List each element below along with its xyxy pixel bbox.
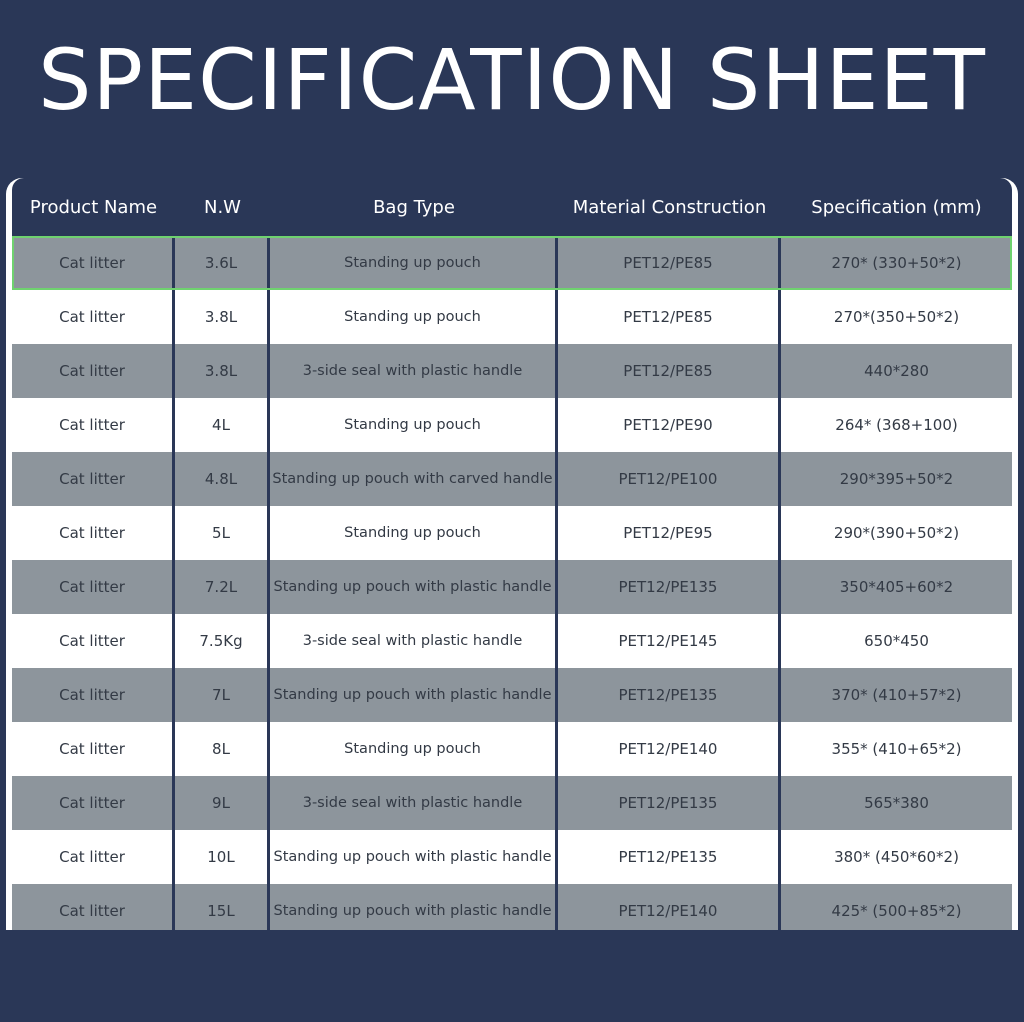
header-net-weight: N.W [204,196,241,218]
cell-bag-type: Standing up pouch [270,398,558,452]
cell-net-weight: 8L [175,722,270,776]
cell-material: PET12/PE135 [558,776,781,830]
cell-product-name: Cat litter [12,668,175,722]
table-row [12,344,1012,398]
cell-bag-type: 3-side seal with plastic handle [270,344,558,398]
cell-material: PET12/PE140 [558,722,781,776]
cell-net-weight: 5L [175,506,270,560]
cell-specification: 350*405+60*2 [839,578,954,596]
cell-bag-type: Standing up pouch with plastic handle [270,668,558,722]
cell-product-name: Cat litter [12,614,175,668]
cell-bag-type: Standing up pouch [270,506,558,560]
cell-net-weight: 9L [175,776,270,830]
cell-bag-type: 3-side seal with plastic handle [270,614,558,668]
cell-specification: 380* (450*60*2) [834,848,959,866]
cell-specification: 440*280 [864,362,929,380]
header-product-name: Product Name [29,196,158,218]
cell-specification: 270*(350+50*2) [833,308,960,326]
header-material-construction: Material Construction [572,196,767,218]
cell-net-weight: 3.6L [175,236,270,290]
cell-bag-type: 3-side seal with plastic handle [270,776,558,830]
cell-material: PET12/PE145 [558,614,781,668]
table-row [12,560,1012,614]
cell-bag-type: Standing up pouch with plastic handle [270,830,558,884]
cell-material: PET12/PE85 [558,344,781,398]
cell-specification: 290*395+50*2 [839,470,954,488]
cell-product-name: Cat litter [12,884,175,930]
cell-material: PET12/PE135 [558,668,781,722]
cell-net-weight: 7.5Kg [175,614,270,668]
cell-net-weight: 7.2L [175,560,270,614]
table-row [12,776,1012,830]
table-row [12,668,1012,722]
cell-bag-type: Standing up pouch [270,290,558,344]
cell-net-weight: 3.8L [175,290,270,344]
cell-material: PET12/PE135 [558,560,781,614]
cell-net-weight: 7L [175,668,270,722]
table-row [12,398,1012,452]
cell-material: PET12/PE85 [558,290,781,344]
cell-product-name: Cat litter [12,398,175,452]
table-row [12,614,1012,668]
cell-material: PET12/PE135 [558,830,781,884]
table-row [12,830,1012,884]
cell-product-name: Cat litter [12,506,175,560]
table-row [12,884,1012,930]
cell-specification: 425* (500+85*2) [831,902,962,920]
table-body [12,236,1012,930]
table-row [12,290,1012,344]
specification-table [6,178,1018,930]
cell-bag-type: Standing up pouch with plastic handle [270,560,558,614]
cell-net-weight: 10L [175,830,270,884]
cell-product-name: Cat litter [12,776,175,830]
cell-product-name: Cat litter [12,722,175,776]
cell-product-name: Cat litter [12,830,175,884]
cell-product-name: Cat litter [12,236,175,290]
table-header [12,178,1012,236]
cell-net-weight: 3.8L [175,344,270,398]
cell-bag-type: Standing up pouch with carved handle [270,452,558,506]
cell-net-weight: 4.8L [175,452,270,506]
table-row [12,452,1012,506]
cell-bag-type: Standing up pouch [270,722,558,776]
cell-product-name: Cat litter [12,344,175,398]
cell-material: PET12/PE85 [558,236,781,290]
cell-bag-type: Standing up pouch with plastic handle [270,884,558,930]
table-row [12,236,1012,290]
cell-specification: 355* (410+65*2) [831,740,962,758]
cell-material: PET12/PE140 [558,884,781,930]
cell-net-weight: 15L [175,884,270,930]
cell-bag-type: Standing up pouch [270,236,558,290]
table-row [12,506,1012,560]
cell-specification: 565*380 [864,794,929,812]
header-bag-type: Bag Type [373,196,455,218]
cell-product-name: Cat litter [12,452,175,506]
cell-specification: 264* (368+100) [835,416,958,434]
cell-net-weight: 4L [175,398,270,452]
cell-material: PET12/PE90 [558,398,781,452]
page-title: SPECIFICATION SHEET [38,31,986,129]
cell-specification: 650*450 [864,632,929,650]
cell-material: PET12/PE100 [558,452,781,506]
cell-specification: 270* (330+50*2) [831,254,962,272]
cell-specification: 290*(390+50*2) [833,524,960,542]
cell-product-name: Cat litter [12,290,175,344]
cell-product-name: Cat litter [12,560,175,614]
header-specification: Specification (mm) [811,196,982,218]
cell-specification: 370* (410+57*2) [831,686,962,704]
cell-material: PET12/PE95 [558,506,781,560]
table-row [12,722,1012,776]
